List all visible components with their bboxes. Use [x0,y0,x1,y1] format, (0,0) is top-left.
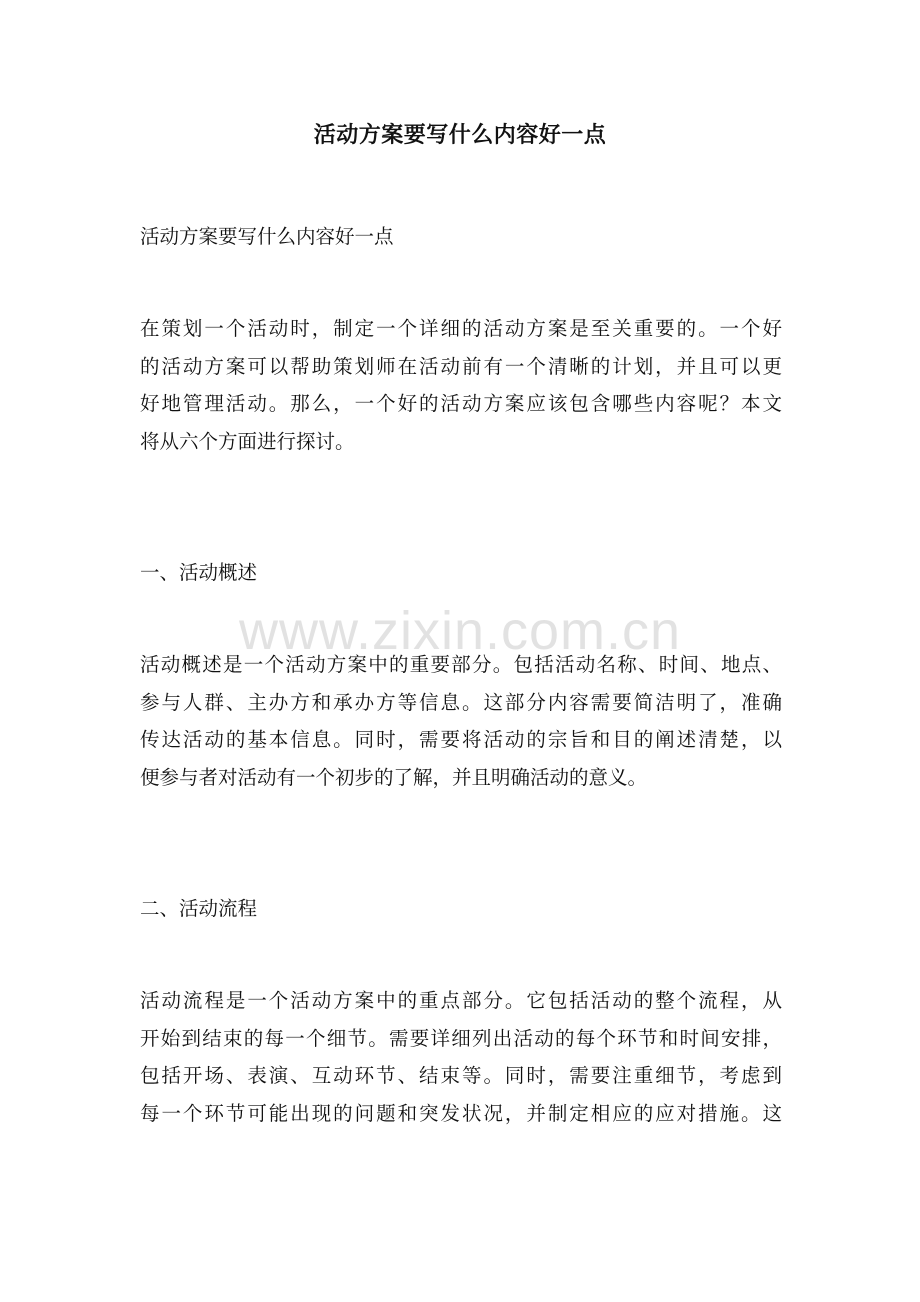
intro-paragraph [140,310,782,460]
watermark: www.zixin.com.cn [238,601,682,661]
document-subtitle [140,218,782,256]
paragraph-line: 传达活动的基本信息。同时，需要将活动的宗旨和目的阐述清楚，以 [140,728,782,751]
subtitle-text: 活动方案要写什么内容好一点 [140,225,394,248]
paragraph-line: 的活动方案可以帮助策划师在活动前有一个清晰的计划，并且可以更 [140,354,782,378]
section-heading-text: 二、活动流程 [140,897,258,920]
paragraph-line: 活动概述是一个活动方案中的重要部分。包括活动名称、时间、地点、 [140,653,782,676]
paragraph-line: 在策划一个活动时，制定一个详细的活动方案是至关重要的。一个好 [140,317,782,340]
process-paragraph [140,982,782,1132]
section-heading-overview [140,554,782,592]
paragraph-line: 包括开场、表演、互动环节、结束等。同时，需要注重细节，考虑到 [140,1064,782,1087]
section-heading-text: 一、活动概述 [140,561,258,584]
paragraph-line: 每一个环节可能出现的问题和突发状况，并制定相应的应对措施。这 [140,1101,782,1125]
overview-paragraph [140,646,782,796]
paragraph-line: 活动流程是一个活动方案中的重点部分。它包括活动的整个流程，从 [140,989,782,1012]
paragraph-line: 好地管理活动。那么，一个好的活动方案应该包含哪些内容呢？本文 [140,392,782,415]
paragraph-line: 参与人群、主办方和承办方等信息。这部分内容需要简洁明了，准确 [140,690,782,714]
section-heading-process [140,890,782,928]
paragraph-line: 便参与者对活动有一个初步的了解，并且明确活动的意义。 [140,765,648,789]
document-title: 活动方案要写什么内容好一点 [313,122,607,148]
paragraph-line: 将从六个方面进行探讨。 [140,429,355,453]
paragraph-line: 开始到结束的每一个细节。需要详细列出活动的每个环节和时间安排， [140,1026,782,1050]
